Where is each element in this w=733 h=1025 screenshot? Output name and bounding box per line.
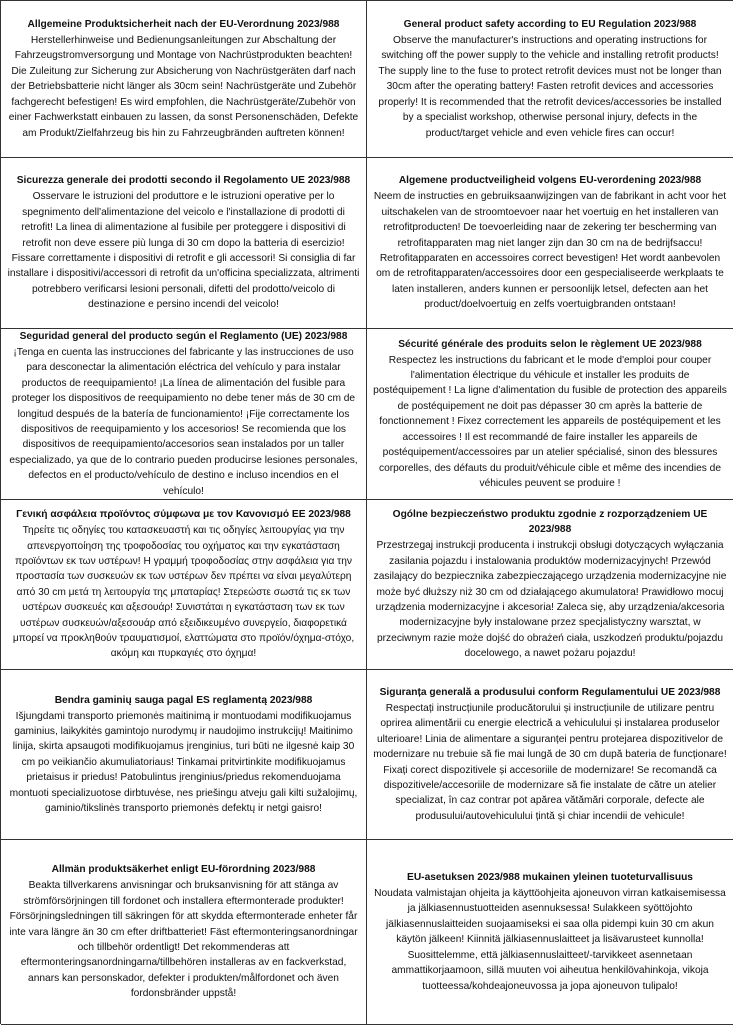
notice-title: Algemene productveiligheid volgens EU-verordening 2023/988 [398, 175, 702, 187]
notice-el [1, 500, 367, 670]
notice-body: Observe the manufacturer's instructions and operating instructions for switching off the power supply to the vehicle and installing retrofit products! The supply line to the fuse to protect retrofit devices must not be longer than 30cm after the operating battery! Fasten retrofit devices and accessories properly! It is recommended that the retrofit devices/accessories be installed by a specialist workshop, otherwise personal injury, defects in the product/target vehicle and even vehicle fires can occur! [378, 35, 722, 139]
notice-title: Γενική ασφάλεια προϊόντος σύμφωνα με τον Κανονισμό ΕΕ 2023/988 [16, 509, 351, 521]
notice-title: Ogólne bezpieczeństwo produktu zgodnie z rozporządzeniem UE 2023/988 [392, 509, 708, 536]
notice-title: Seguridad general del producto según el Reglamento (UE) 2023/988 [19, 330, 348, 342]
notice-body: Przestrzegaj instrukcji producenta i instrukcji obsługi dotyczących wyłączania zasilania pojazdu i instalowania produktów modernizacyjnych! Przewód zasilający do bezpiecznika zabezpieczającego urządzenia modernizacyjne nie może być dłuższy niż 30 cm od działającego akumulatora! Prawidłowo mocuj urządzenia modernizacyjne i akcesoria! Zaleca się, aby urządzenia/akcesoria modernizacyjne były instalowane przez specjalistyczny warsztat, w przeciwnym razie może dojść do obrażeń ciała, uszkodzeń produktu/pojazdu docelowego, a nawet pożaru pojazdu! [373, 540, 727, 660]
notice-nl [367, 158, 733, 329]
notice-en [367, 1, 733, 158]
notice-title: Bendra gaminių sauga pagal ES reglamentą 2023/988 [54, 694, 313, 706]
notice-title: Sécurité générale des produits selon le règlement UE 2023/988 [398, 338, 702, 350]
notice-body: Osservare le istruzioni del produttore e le istruzioni operative per lo spegnimento dell'alimentazione del veicolo e l'installazione di prodotti di retrofit! La linea di alimentazione al fusibile per proteggere i dispositivi di retrofit non deve essere più lunga di 30 cm dopo la batteria di esercizio! Fissare correttamente i dispositivi di retrofit e gli accessori! Si consiglia di far installare i dispositivi/accessori di retrofit da un'officina specializzata, altrimenti potrebbero verificarsi lesioni personali, difetti del prodotto/veicolo di destinazione e persino incendi del veicolo! [7, 191, 360, 311]
notice-title: Siguranța generală a produsului conform Regulamentului UE 2023/988 [379, 686, 721, 698]
notice-body: Išjungdami transporto priemonės maitinimą ir montuodami modifikuojamus gaminius, laikykitės gamintojo nurodymų ir naudojimo instrukcijų! Maitinimo linija, skirta apsaugoti modifikuojamus įrenginius, turi būti ne ilgesnė kaip 30 cm po veikiančio akumuliatoriaus! Tinkamai pritvirtinkite modifikuojamus prietaisus ir priedus! Patobulintus įrenginius/priedus rekomenduojama montuoti specializuotose dirbtuvėse, nes priešingu atveju gali kilti sužalojimų, gaminio/tikslinės transporto priemonės defektų ir netgi gaisro! [9, 710, 358, 815]
notice-title: EU-asetuksen 2023/988 mukainen yleinen tuoteturvallisuus [407, 872, 693, 884]
notice-title: General product safety according to EU Regulation 2023/988 [403, 19, 697, 31]
notice-lt [1, 670, 367, 840]
notice-body: Herstellerhinweise und Bedienungsanleitungen zur Abschaltung der Fahrzeugstromversorgung und Montage von Nachrüstprodukten beachten! Die Zuleitung zur Sicherung zur Absicherung von Nachrüstgeräten darf nach der Betriebsbatterie nicht länger als 30cm sein! Nachrüstgeräte und Zubehör fachgerecht befestigen! Es wird empfohlen, die Nachrüstgeräte/Zubehör von einer Fachwerkstatt einbauen zu lassen, da sonst Personenschäden, Defekte am Produkt/Zielfahrzeug bis hin zu Fahrzeugbränden auftreten können! [8, 35, 359, 139]
notice-fr [367, 329, 733, 500]
notice-body: Neem de instructies en gebruiksaanwijzingen van de fabrikant in acht voor het uitschakelen van de stroomtoevoer naar het voertuig en het installeren van retrofitproducten! De toevoerleiding naar de zekering ter bescherming van retrofitapparaten mag niet langer zijn dan 30 cm na de bedrijfsaccu! Retrofitapparaten en accessoires correct bevestigen! Het wordt aanbevolen om de retrofitapparaten/accessoires door een gespecialiseerde werkplaats te laten installeren, anders kunnen er persoonlijk letsel, defecten aan het product/doelvoertuig en zelfs voertuigbranden ontstaan! [373, 191, 727, 311]
notice-ro [367, 670, 733, 840]
notice-de [1, 1, 367, 158]
notice-body: Respectați instrucțiunile producătorului și instrucțiunile de utilizare pentru oprirea alimentării cu energie electrică a vehiculului și instalarea produselor ulterioare! Linia de alimentare a siguranței pentru protejarea dispozitivelor de modernizare nu trebuie să fie mai lungă de 30 cm după bateria de funcționare! Fixați corect dispozitivele și accesoriile de modernizare! Se recomandă ca dispozitivele/accesoriile de modernizare să fie instalate de către un atelier specializat, în caz contrar pot apărea vătămări corporale, defecte ale produsului/autovehiculului țintă și chiar incendii de vehicule! [373, 702, 727, 822]
notice-title: Allgemeine Produktsicherheit nach der EU-Verordnung 2023/988 [27, 19, 340, 31]
notice-es [1, 329, 367, 500]
notice-body: Τηρείτε τις οδηγίες του κατασκευαστή και τις οδηγίες λειτουργίας για την απενεργοποίηση της τροφοδοσίας του οχήματος και την εγκατάσταση προϊόντων εκ των υστέρων! Η γραμμή τροφοδοσίας στην ασφάλεια για την προστασία των συσκευών εκ των υστέρων δεν πρέπει να είναι μεγαλύτερη από 30 cm μετά τη λειτουργία της μπαταρίας! Στερεώστε σωστά τις εκ των υστέρων συσκευές και αξεσουάρ! Συνιστάται η εγκατάσταση των εκ των υστέρων συσκευών/αξεσουάρ από εξειδικευμένο συνεργείο, διαφορετικά μπορεί να προκληθούν τραυματισμοί, ελαττώματα στο προϊόν/όχημα-στόχο, ακόμη και πυρκαγιές στο όχημα! [12, 525, 355, 660]
notice-fi [367, 840, 733, 1025]
notice-body: Respectez les instructions du fabricant et le mode d'emploi pour couper l'alimentation électrique du véhicule et installer les produits de postéquipement ! La ligne d'alimentation du fusible de protection des appareils de postéquipement ne doit pas dépasser 30 cm après la batterie de fonctionnement ! Fixez correctement les appareils de postéquipement et les accessoires ! Il est recommandé de faire installer les appareils de postéquipement/accessoires par un atelier spécialisé, sinon des blessures corporelles, des défauts du produit/véhicule cible et même des incendies de véhicules peuvent se produire ! [373, 354, 727, 489]
notice-title: Sicurezza generale dei prodotti secondo il Regolamento UE 2023/988 [16, 175, 351, 187]
notice-body: Noudata valmistajan ohjeita ja käyttöohjeita ajoneuvon virran katkaisemisessa ja jälkiasennustuotteiden asennuksessa! Sulakkeen syöttöjohto jälkiasennuslaitteiden suojaamiseksi ei saa olla pidempi kuin 30 cm akun käytön jälkeen! Kiinnitä jälkiasennuslaitteet ja lisävarusteet kunnolla! Suosittelemme, että jälkiasennuslaitteet/-tarvikkeet asennetaan ammattikorjaamoon, sillä muuten voi aiheutua henkilövahinkoja, vikoja tuotteessa/kohdeajoneuvossa ja jopa ajoneuvon tulipalo! [374, 888, 726, 992]
notice-body: Beakta tillverkarens anvisningar och bruksanvisning för att stänga av strömförsörjningen till fordonet och installera eftermonterade produkter! Försörjningsledningen till säkringen för att skydda eftermonterade enheter får inte vara längre än 30 cm efter driftbatteriet! Fäst eftermonteringsanordningar och tillbehör ordentligt! Det rekommenderas att eftermonteringsanordningarna/tillbehören installeras av en fackverkstad, annars kan personskador, defekter i produkten/målfordonet och även fordonsbränder uppstå! [9, 880, 358, 1000]
notice-sv [1, 840, 367, 1025]
notice-title: Allmän produktsäkerhet enligt EU-förordning 2023/988 [51, 864, 316, 876]
notice-pl [367, 500, 733, 670]
notice-body: ¡Tenga en cuenta las instrucciones del fabricante y las instrucciones de uso para desconectar la alimentación eléctrica del vehículo y para instalar productos de reequipamiento! ¡La línea de alimentación del fusible para proteger los dispositivos de reequipamiento no debe tener más de 30 cm de longitud después de la batería de funcionamiento! ¡Fije correctamente los dispositivos de reequipamiento y los accesorios! Se recomienda que los dispositivos de reequipamiento/accesorios sean instalados por un taller especializado, ya que de lo contrario pueden producirse lesiones personales, defectos en el producto/vehículo de destino e incluso incendios en el vehículo! [9, 346, 358, 497]
notice-it [1, 158, 367, 329]
